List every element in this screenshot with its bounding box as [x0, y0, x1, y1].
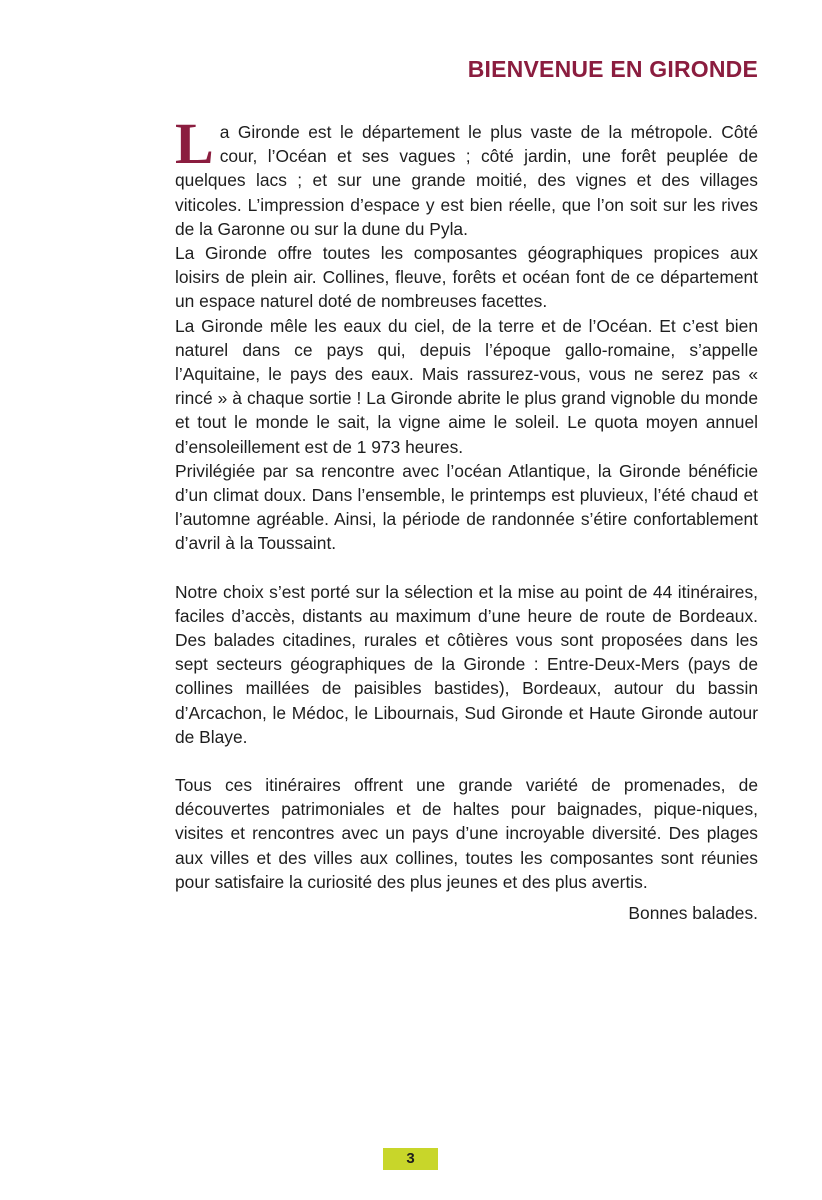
paragraph-variety: Tous ces itinéraires offrent une grande variété de promenades, de découvertes patrimoniales et de haltes pour baignades, pique-niques, visites et rencontres avec un pays d’une incroyable diversité. Des plages aux villes et des villes aux collines, toutes les composantes sont réunies pour satisfaire la curiosité des plus jeunes et des plus avertis.	[175, 775, 758, 892]
paragraph-spacer	[175, 556, 758, 580]
paragraph-intro-2: La Gironde offre toutes les composantes géographiques propices aux loisirs de plein air. Collines, fleuve, forêts et océan font de ce département un espace naturel doté de nombreuses facettes.	[175, 243, 758, 312]
signoff: Bonnes balades.	[628, 903, 758, 923]
paragraph-intro-4: Privilégiée par sa rencontre avec l’océan Atlantique, la Gironde bénéficie d’un climat doux. Dans l’ensemble, le printemps est pluvieux, l’été chaud et l’automne agréable. Ainsi, la période de randonnée s’étire confortablement d’avril à la Toussaint.	[175, 460, 758, 554]
page-number: 3	[383, 1148, 438, 1170]
paragraph-choice: Notre choix s’est porté sur la sélection et la mise au point de 44 itinéraires, faciles d’accès, distants au maximum d’une heure de route de Bordeaux. Des balades citadines, rurales et côtières vous sont proposées dans les sept secteurs géographiques de la Gironde : Entre-Deux-Mers (pays de collines maillées de paisibles bastides), Bordeaux, autour du bassin d’Arcachon, le Médoc, le Libournais, Sud Gironde et Haute Gironde autour de Blaye.	[175, 581, 758, 747]
paragraph-intro-1-text: a Gironde est le département le plus vaste de la métropole. Côté cour, l’Océan et ses vagues ; côté jardin, une forêt peuplée de quelques lacs ; et sur une grande moitié, des vignes et des villages viticoles. L’impression d’espace y est bien réelle, que l’on soit sur les rives de la Garonne ou sur la dune du Pyla.	[175, 122, 758, 239]
page-title: BIENVENUE EN GIRONDE	[467, 56, 758, 82]
paragraph-intro-1	[175, 111, 758, 241]
paragraph-intro-3: La Gironde mêle les eaux du ciel, de la terre et de l’Océan. Et c’est bien naturel dans ce pays qui, depuis l’époque gallo-romaine, s’appelle l’Aquitaine, le pays des eaux. Mais rassurez-vous, vous ne serez pas « rincé » à chaque sortie ! La Gironde abrite le plus grand vignoble du monde et tout le monde le sait, la vigne aime le soleil. Le quota moyen annuel d’ensoleillement est de 1 973 heures.	[175, 315, 758, 457]
paragraph-spacer	[175, 749, 758, 773]
body-text	[175, 111, 758, 894]
drop-cap: L	[175, 111, 214, 176]
